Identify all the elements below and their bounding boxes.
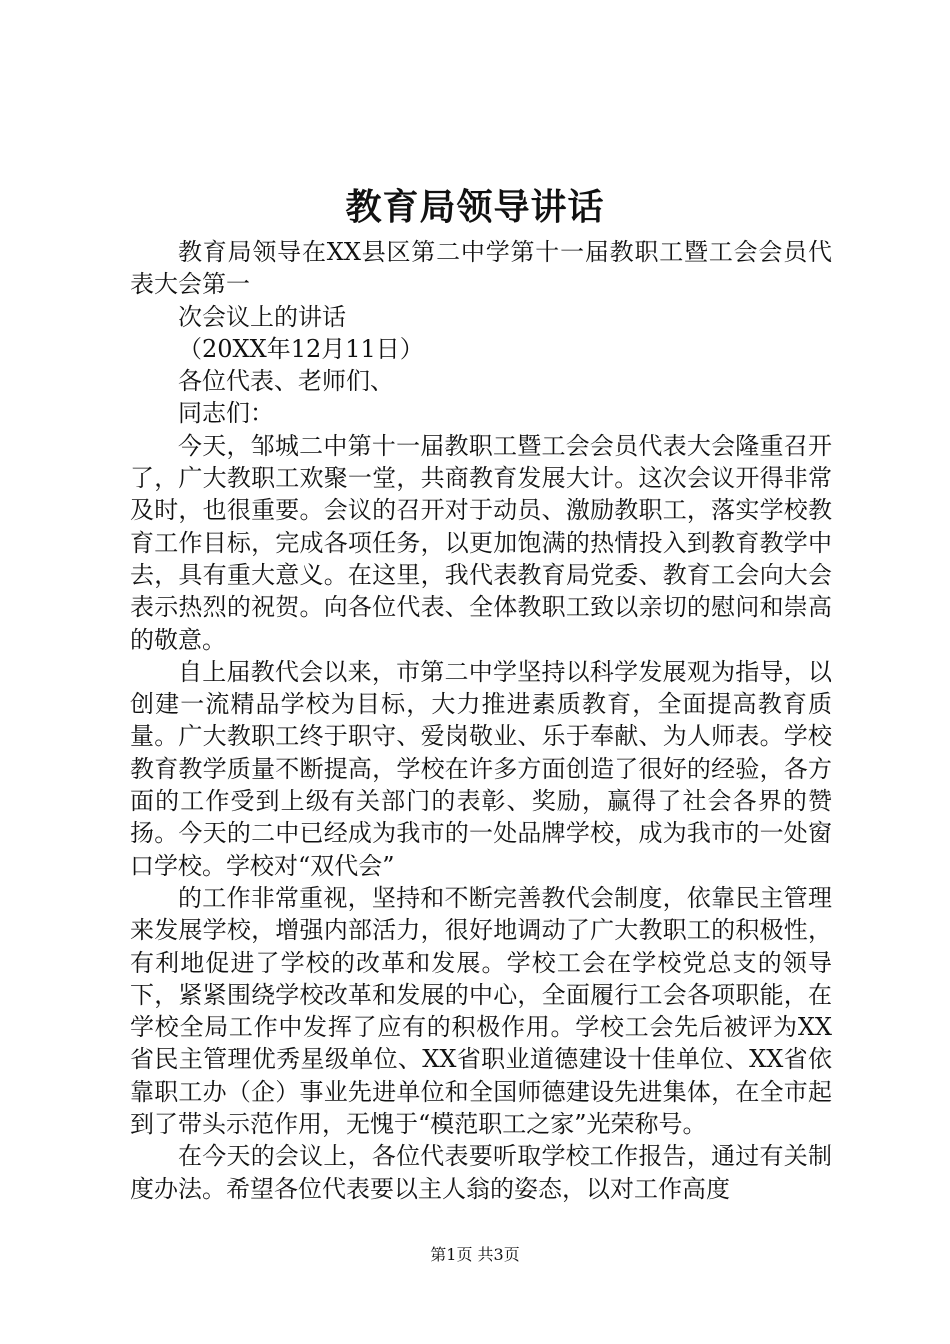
paragraph: 今天，邹城二中第十一届教职工暨工会会员代表大会隆重召开了，广大教职工欢聚一堂，共商教育发展大计。这次会议开得非常及时，也很重要。会议的召开对于动员、激励教职工，落实学校教育工作目标，完成各项任务，以更加饱满的热情投入到教育教学中去，具有重大意义。在这里，我代表教育局党委、教育工会向大会表示热烈的祝贺。向各位代表、全体教职工致以亲切的慰问和崇高的敬意。 [130,431,832,654]
paragraph: 的工作非常重视，坚持和不断完善教代会制度，依靠民主管理来发展学校，增强内部活力，很好地调动了广大教职工的积极性，有利地促进了学校的改革和发展。学校工会在学校党总支的领导下，紧紧围绕学校改革和发展的中心，全面履行工会各项职能，在学校全局工作中发挥了应有的积极作用。学校工会先后被评为XX省民主管理优秀星级单位、XX省职业道德建设十佳单位、XX省依靠职工办（企）事业先进单位和全国师德建设先进集体，在全市起到了带头示范作用，无愧于“模范职工之家”光荣称号。 [130,883,832,1139]
document-body [130,236,832,1205]
document-title: 教育局领导讲话 [345,186,605,228]
paragraph: 同志们： [178,399,274,428]
paragraph: 次会议上的讲话 [178,302,346,331]
paragraph: 在今天的会议上，各位代表要听取学校工作报告，通过有关制度办法。希望各位代表要以主人翁的姿态，以对工作高度 [130,1142,832,1203]
paragraph: 教育局领导在XX县区第二中学第十一届教职工暨工会会员代表大会第一 [130,238,832,299]
paragraph: 各位代表、老师们、 [178,367,394,396]
page-number-footer: 第1页 共3页 [430,1245,520,1264]
paragraph: （20XX年12月11日） [178,334,424,363]
paragraph: 自上届教代会以来，市第二中学坚持以科学发展观为指导，以创建一流精品学校为目标，大力推进素质教育，全面提高教育质量。广大教职工终于职守、爱岗敬业、乐于奉献、为人师表。学校教育教学质量不断提高，学校在许多方面创造了很好的经验，各方面的工作受到上级有关部门的表彰、奖励，赢得了社会各界的赞扬。今天的二中已经成为我市的一处品牌学校，成为我市的一处窗口学校。学校对“双代会” [130,657,832,880]
